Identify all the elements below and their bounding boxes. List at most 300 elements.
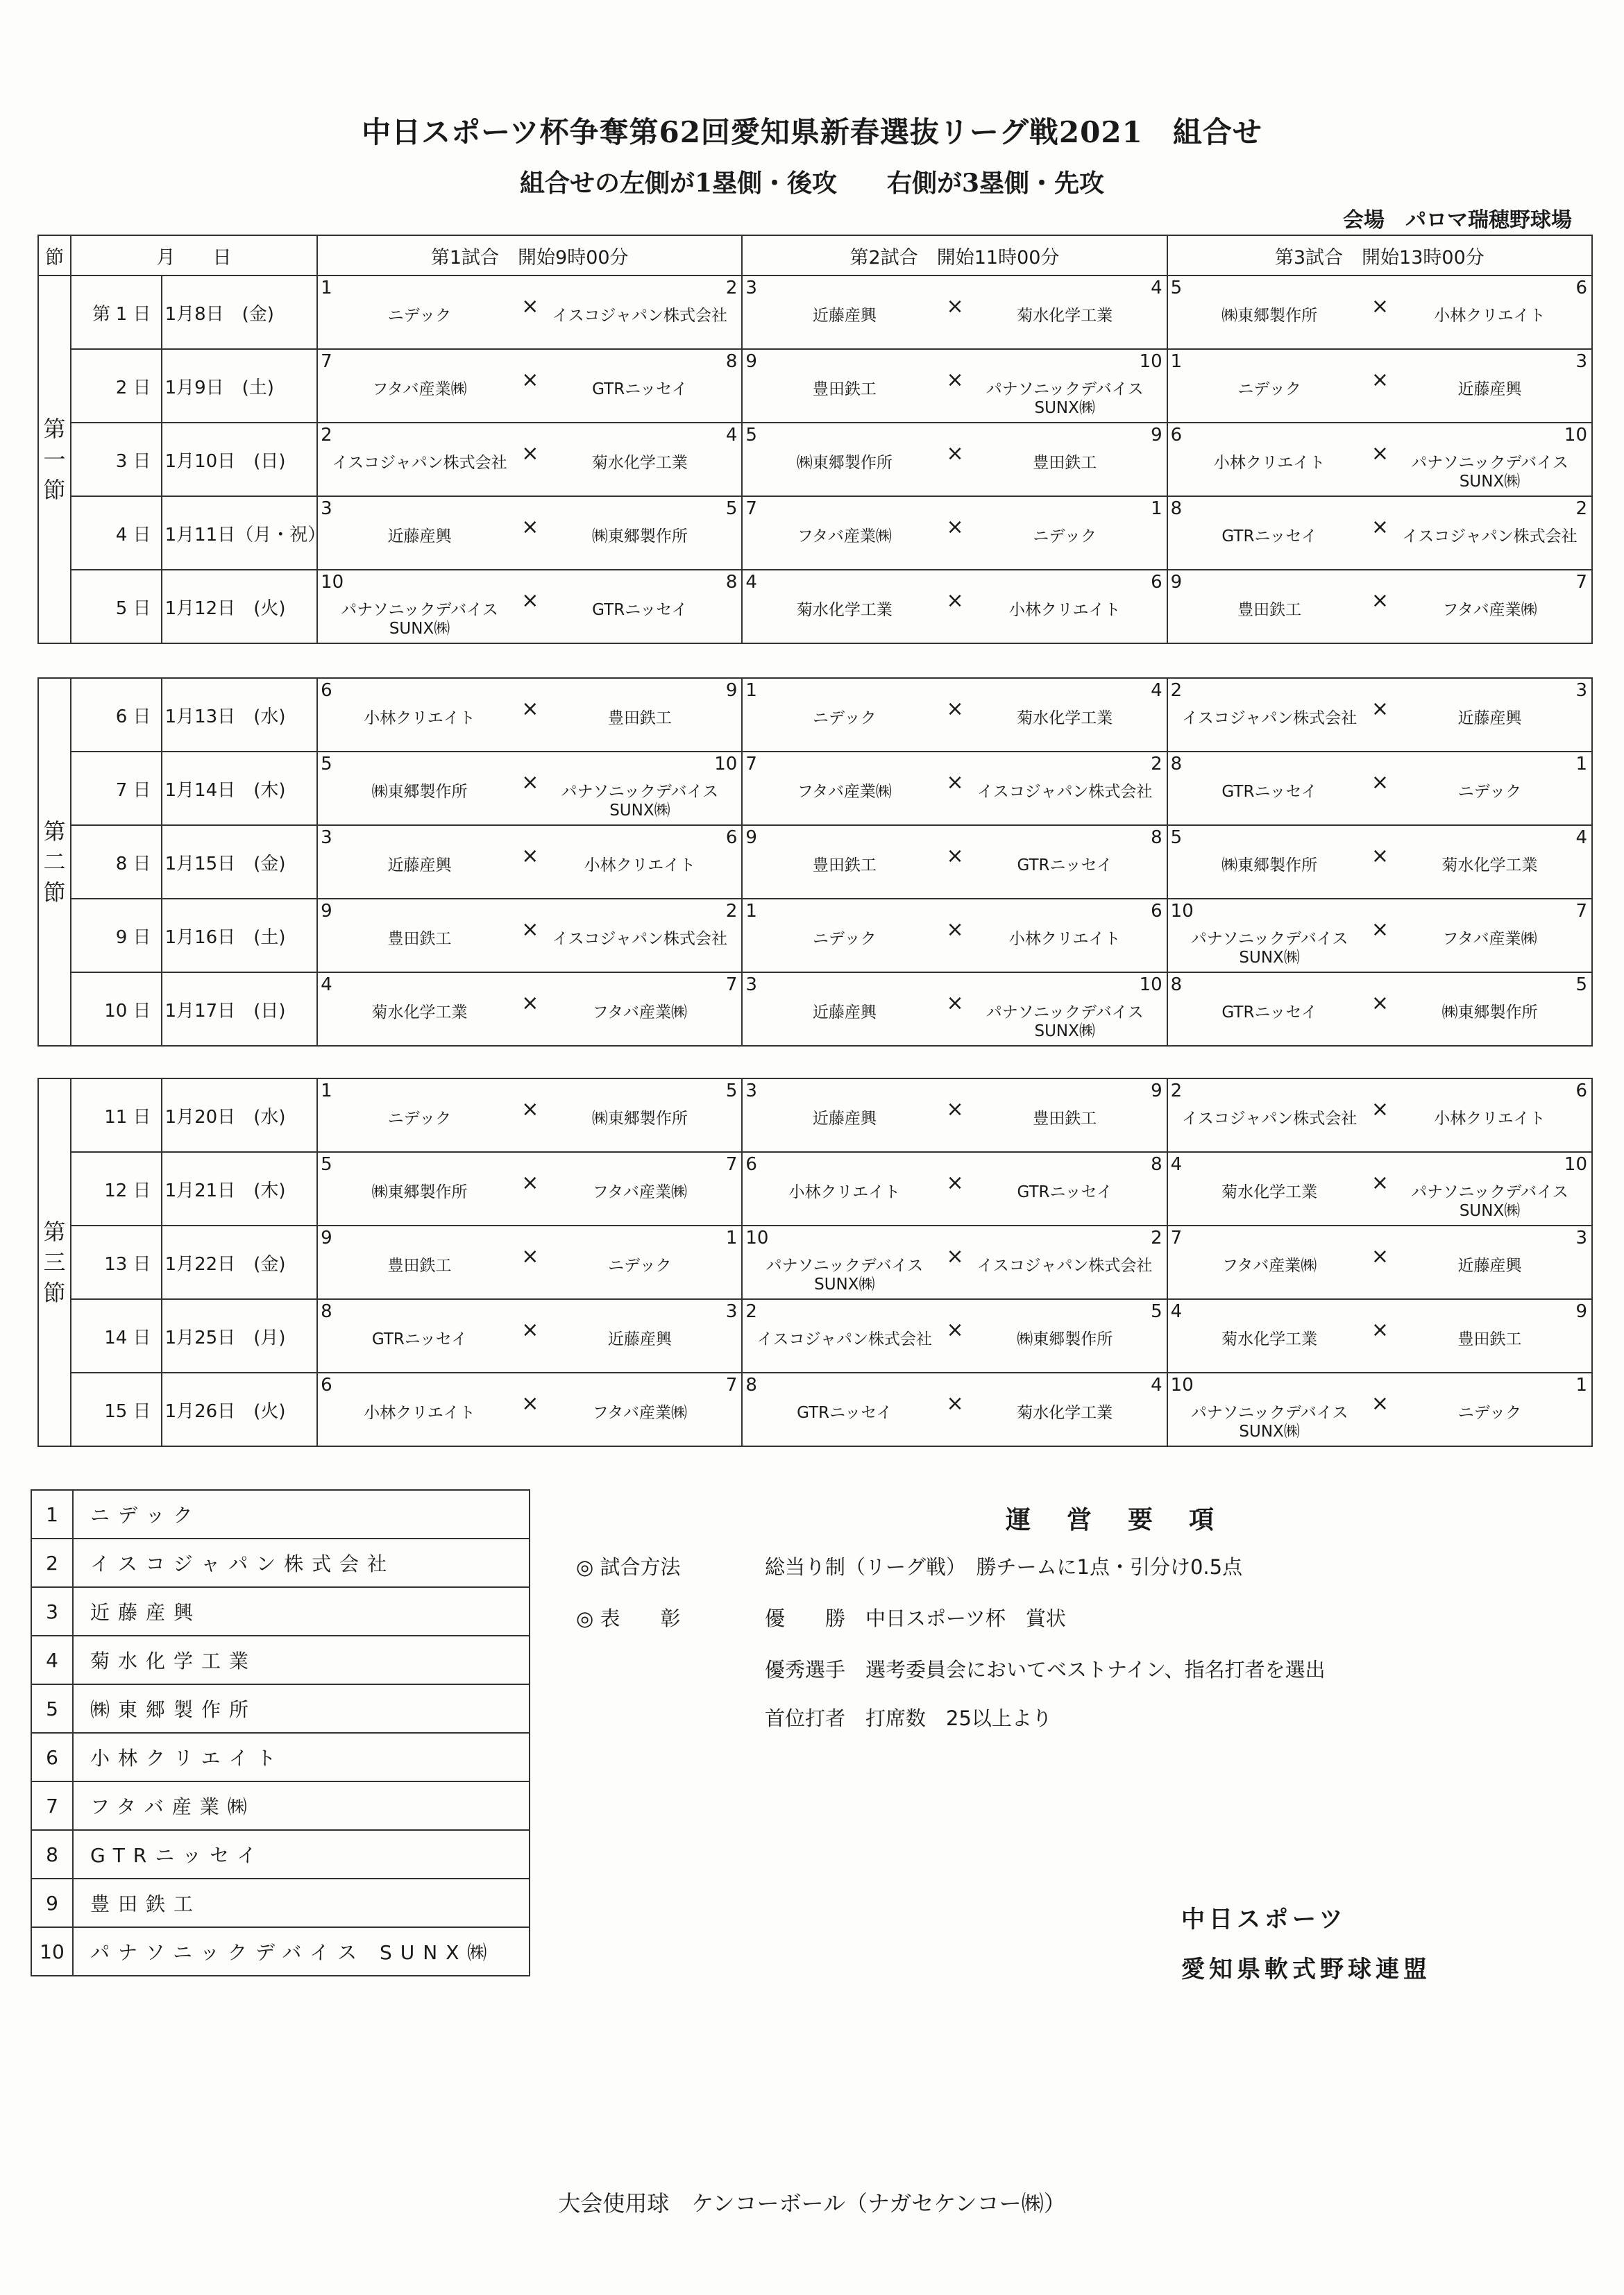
team-row [31, 1490, 530, 1539]
home-team-number: 5 [1170, 278, 1183, 298]
versus-mark: × [521, 991, 539, 1015]
versus-mark: × [521, 1244, 539, 1269]
schedule-row [38, 1299, 1592, 1373]
matchup-cell [317, 678, 742, 752]
day-label: 3 日 [115, 450, 151, 472]
day-number [71, 825, 162, 899]
away-team-name: 菊水化学工業 [1441, 856, 1538, 874]
matchup-cell [1167, 276, 1592, 349]
home-team-number: 9 [321, 901, 332, 922]
home-team-number: 7 [1170, 1228, 1183, 1248]
away-team-name: GTRニッセイ [592, 380, 688, 398]
versus-mark: × [521, 1391, 539, 1416]
schedule-table [37, 235, 1593, 644]
away-team-number: 1 [1151, 498, 1162, 519]
away-team-name: 小林クリエイト [1008, 930, 1121, 948]
schedule-row [38, 496, 1592, 570]
team-number: 1 [31, 1490, 73, 1539]
away-team-name: ニデック [1457, 1404, 1522, 1422]
away-team-number: 3 [725, 1301, 738, 1322]
schedule-row [38, 678, 1592, 752]
home-team-number: 3 [745, 974, 757, 995]
versus-mark: × [1371, 917, 1389, 942]
away-team-name: フタバ産業㈱ [592, 1003, 687, 1022]
away-team-name: 小林クリエイト [1434, 307, 1546, 325]
away-team-number: 3 [1575, 351, 1587, 372]
away-team-name: ㈱東郷製作所 [591, 527, 688, 545]
team-row [31, 1684, 530, 1733]
away-team-number: 8 [725, 572, 738, 593]
away-team-name: フタバ産業㈱ [1442, 601, 1537, 619]
home-team-number: 6 [321, 680, 332, 701]
home-team-number: 3 [745, 278, 757, 298]
home-team-name: パナソニックデバイス SUNX㈱ [341, 601, 498, 638]
away-team-number: 10 [1139, 974, 1162, 995]
day-label: 2 日 [115, 377, 151, 398]
team-row [31, 1587, 530, 1636]
versus-mark: × [1371, 294, 1389, 319]
home-team-name: 菊水化学工業 [371, 1003, 468, 1022]
matchup-cell [317, 349, 742, 423]
away-team-name: 小林クリエイト [1434, 1110, 1546, 1128]
day-label: 4 日 [115, 524, 151, 545]
section-label-text: 第二節 [43, 818, 66, 906]
home-team-name: GTRニッセイ [1221, 527, 1317, 545]
matchup-cell [742, 349, 1167, 423]
away-team-number: 2 [1575, 498, 1587, 519]
matchup-cell [1167, 825, 1592, 899]
versus-mark: × [1371, 844, 1389, 868]
matchup-cell [1167, 1078, 1592, 1152]
day-label: 1 日 [115, 303, 151, 325]
home-team-name: パナソニックデバイス SUNX㈱ [766, 1257, 924, 1294]
versus-mark: × [946, 515, 964, 539]
day-number [71, 752, 162, 825]
versus-mark: × [946, 1244, 964, 1269]
away-team-name: パナソニックデバイス SUNX㈱ [986, 380, 1144, 417]
away-team-number: 4 [1151, 680, 1162, 701]
matchup-cell [317, 752, 742, 825]
home-team-number: 10 [1170, 1375, 1194, 1396]
versus-mark: × [521, 770, 539, 795]
home-team-number: 2 [1170, 1081, 1183, 1101]
away-team-number: 6 [1151, 572, 1162, 593]
away-team-number: 2 [1151, 754, 1162, 774]
versus-mark: × [1371, 441, 1389, 466]
home-team-name: パナソニックデバイス SUNX㈱ [1190, 930, 1348, 967]
home-team-number: 2 [321, 425, 332, 446]
best-player-text: 優秀選手 選考委員会においてベストナイン、指名打者を選出 [765, 1658, 1326, 1682]
schedule-row [38, 1152, 1592, 1226]
game-date: 1月21日 (木) [162, 1152, 318, 1226]
away-team-name: GTRニッセイ [1017, 856, 1113, 874]
home-team-number: 1 [1170, 351, 1183, 372]
team-number: 2 [31, 1539, 73, 1587]
day-number [71, 423, 162, 496]
home-team-name: 近藤産興 [812, 1003, 877, 1022]
day-number [71, 972, 162, 1046]
team-row [31, 1781, 530, 1830]
away-team-name: パナソニックデバイス SUNX㈱ [1411, 454, 1568, 491]
header-game1: 第1試合 開始9時00分 [317, 235, 742, 276]
matchup-cell [317, 899, 742, 972]
day-label: 5 日 [115, 598, 151, 619]
away-team-number: 10 [1564, 1154, 1587, 1175]
matchup-cell [1167, 496, 1592, 570]
home-team-name: 豊田鉄工 [812, 856, 877, 874]
team-name: ニデック [73, 1490, 530, 1539]
versus-mark: × [1371, 1391, 1389, 1416]
away-team-name: 豊田鉄工 [1033, 1110, 1097, 1128]
home-team-number: 9 [745, 827, 757, 848]
away-team-name: ㈱東郷製作所 [591, 1110, 688, 1128]
matchup-cell [1167, 1299, 1592, 1373]
home-team-name: 小林クリエイト [1213, 454, 1326, 472]
home-team-name: ニデック [387, 307, 452, 325]
home-team-number: 1 [745, 901, 757, 922]
method-text: 総当り制（リーグ戦） 勝チームに1点・引分け0.5点 [765, 1555, 1243, 1579]
day-label: 8 日 [115, 853, 151, 874]
day-prefix: 第 [92, 303, 110, 325]
away-team-name: 小林クリエイト [1008, 601, 1121, 619]
matchup-cell [1167, 349, 1592, 423]
home-team-name: フタバ産業㈱ [797, 527, 892, 545]
matchup-cell [742, 1373, 1167, 1446]
schedule-row [38, 899, 1592, 972]
schedule-row [38, 825, 1592, 899]
away-team-number: 8 [1151, 827, 1162, 848]
away-team-name: 菊水化学工業 [591, 454, 688, 472]
away-team-name: フタバ産業㈱ [592, 1404, 687, 1422]
home-team-number: 6 [321, 1375, 332, 1396]
game-date: 1月22日 (金) [162, 1226, 318, 1299]
away-team-name: ニデック [1033, 527, 1097, 545]
away-team-name: 豊田鉄工 [1033, 454, 1097, 472]
home-team-number: 4 [1170, 1154, 1183, 1175]
day-number [71, 1152, 162, 1226]
team-name: 菊水化学工業 [73, 1636, 530, 1684]
matchup-cell [742, 678, 1167, 752]
versus-mark: × [1371, 1097, 1389, 1121]
award-text: 優 勝 中日スポーツ杯 賞状 [765, 1607, 1066, 1630]
team-name: 近藤産興 [73, 1587, 530, 1636]
team-row [31, 1830, 530, 1879]
away-team-number: 6 [1575, 1081, 1587, 1101]
home-team-name: 近藤産興 [812, 307, 877, 325]
versus-mark: × [521, 844, 539, 868]
game-date: 1月11日（月・祝） [162, 496, 318, 570]
matchup-cell [317, 1226, 742, 1299]
away-team-name: イスコジャパン株式会社 [1402, 527, 1578, 545]
day-number [71, 1299, 162, 1373]
matchup-cell [742, 899, 1167, 972]
home-team-name: ニデック [813, 709, 877, 727]
away-team-number: 6 [1151, 901, 1162, 922]
home-team-number: 9 [745, 351, 757, 372]
away-team-number: 1 [1575, 754, 1587, 774]
venue: 会場 パロマ瑞穂野球場 [1343, 208, 1572, 232]
home-team-number: 7 [321, 351, 332, 372]
away-team-name: 豊田鉄工 [1457, 1330, 1522, 1348]
matchup-cell [742, 276, 1167, 349]
away-team-name: ㈱東郷製作所 [1017, 1330, 1113, 1348]
section-label-text: 第三節 [43, 1219, 66, 1306]
away-team-name: パナソニックデバイス SUNX㈱ [561, 783, 719, 820]
matchup-cell [742, 423, 1167, 496]
versus-mark: × [946, 294, 964, 319]
day-label: 14 日 [104, 1327, 151, 1348]
away-team-number: 5 [725, 1081, 738, 1101]
away-team-number: 2 [725, 901, 738, 922]
schedule-row [38, 349, 1592, 423]
day-number [71, 678, 162, 752]
home-team-name: ㈱東郷製作所 [796, 454, 893, 472]
versus-mark: × [521, 1318, 539, 1342]
header-game2: 第2試合 開始11時00分 [742, 235, 1167, 276]
team-name: 豊田鉄工 [73, 1879, 530, 1927]
versus-mark: × [946, 1097, 964, 1121]
matchup-cell [742, 1299, 1167, 1373]
home-team-name: GTRニッセイ [1221, 1003, 1317, 1022]
schedule-row [38, 1078, 1592, 1152]
matchup-cell [1167, 423, 1592, 496]
schedule-row [38, 423, 1592, 496]
away-team-name: フタバ産業㈱ [592, 1183, 687, 1201]
team-row [31, 1733, 530, 1781]
home-team-number: 5 [1170, 827, 1183, 848]
team-number: 10 [31, 1927, 73, 1976]
day-label: 12 日 [104, 1180, 151, 1201]
home-team-name: 小林クリエイト [788, 1183, 901, 1201]
versus-mark: × [1371, 1244, 1389, 1269]
away-team-name: 近藤産興 [607, 1330, 672, 1348]
matchup-cell [742, 496, 1167, 570]
home-team-name: GTRニッセイ [1221, 783, 1317, 801]
versus-mark: × [946, 770, 964, 795]
away-team-name: 菊水化学工業 [1017, 709, 1113, 727]
home-team-number: 8 [745, 1375, 757, 1396]
matchup-cell [317, 276, 742, 349]
team-row [31, 1927, 530, 1976]
home-team-number: 8 [321, 1301, 332, 1322]
versus-mark: × [1371, 770, 1389, 795]
organizer-2: 愛知県軟式野球連盟 [1181, 1956, 1431, 1983]
home-team-name: 豊田鉄工 [1237, 601, 1302, 619]
away-team-number: 7 [725, 974, 738, 995]
versus-mark: × [521, 294, 539, 319]
home-team-number: 6 [745, 1154, 757, 1175]
home-team-name: ㈱東郷製作所 [1221, 307, 1318, 325]
team-number: 7 [31, 1781, 73, 1830]
home-team-name: ㈱東郷製作所 [1221, 856, 1318, 874]
away-team-name: パナソニックデバイス SUNX㈱ [1411, 1183, 1568, 1220]
home-team-name: ㈱東郷製作所 [371, 783, 468, 801]
header-game3: 第3試合 開始13時00分 [1167, 235, 1592, 276]
home-team-number: 9 [321, 1228, 332, 1248]
home-team-name: イスコジャパン株式会社 [756, 1330, 932, 1348]
home-team-number: 4 [321, 974, 332, 995]
game-date: 1月9日 (土) [162, 349, 318, 423]
matchup-cell [317, 825, 742, 899]
rules-heading: 運 営 要 項 [1006, 1505, 1220, 1534]
matchup-cell [317, 423, 742, 496]
game-date: 1月14日 (木) [162, 752, 318, 825]
home-team-number: 7 [745, 498, 757, 519]
page-subtitle: 組合せの左側が1塁側・後攻 右側が3塁側・先攻 [519, 169, 1105, 198]
away-team-number: 4 [1151, 278, 1162, 298]
versus-mark: × [1371, 1171, 1389, 1195]
day-label: 11 日 [104, 1106, 151, 1128]
away-team-number: 10 [1139, 351, 1162, 372]
away-team-number: 7 [1575, 901, 1587, 922]
away-team-name: 近藤産興 [1457, 380, 1522, 398]
day-label: 9 日 [115, 926, 151, 948]
away-team-number: 9 [1151, 1081, 1162, 1101]
matchup-cell [317, 1078, 742, 1152]
matchup-cell [742, 1078, 1167, 1152]
away-team-number: 2 [725, 278, 738, 298]
game-date: 1月13日 (水) [162, 678, 318, 752]
matchup-cell [317, 1373, 742, 1446]
versus-mark: × [946, 588, 964, 613]
day-label: 13 日 [104, 1253, 151, 1275]
away-team-name: 菊水化学工業 [1017, 1404, 1113, 1422]
versus-mark: × [1371, 1318, 1389, 1342]
day-label: 7 日 [115, 779, 151, 801]
home-team-name: 菊水化学工業 [1221, 1183, 1318, 1201]
matchup-cell [1167, 1152, 1592, 1226]
day-label: 10 日 [104, 1000, 151, 1022]
schedule-row [38, 752, 1592, 825]
away-team-number: 5 [1575, 974, 1587, 995]
matchup-cell [1167, 752, 1592, 825]
away-team-number: 10 [1564, 425, 1587, 446]
header-setsu: 節 [38, 235, 71, 276]
team-name: ㈱東郷製作所 [73, 1684, 530, 1733]
schedule-row [38, 972, 1592, 1046]
home-team-name: 豊田鉄工 [387, 930, 452, 948]
away-team-name: 菊水化学工業 [1017, 307, 1113, 325]
away-team-name: 小林クリエイト [584, 856, 696, 874]
home-team-name: フタバ産業㈱ [372, 380, 467, 398]
team-number: 5 [31, 1684, 73, 1733]
team-row [31, 1539, 530, 1587]
versus-mark: × [521, 697, 539, 721]
away-team-number: 5 [725, 498, 738, 519]
home-team-name: フタバ産業㈱ [797, 783, 892, 801]
matchup-cell [317, 496, 742, 570]
day-number [71, 1226, 162, 1299]
home-team-number: 10 [1170, 901, 1194, 922]
team-list [31, 1489, 530, 1976]
home-team-number: 3 [321, 498, 332, 519]
home-team-number: 2 [1170, 680, 1183, 701]
home-team-number: 9 [1170, 572, 1183, 593]
day-number [71, 1373, 162, 1446]
day-number [71, 496, 162, 570]
schedule-row [38, 1373, 1592, 1446]
day-number [71, 899, 162, 972]
away-team-number: 3 [1575, 680, 1587, 701]
schedule-table [37, 1078, 1593, 1447]
game-date: 1月25日 (月) [162, 1299, 318, 1373]
versus-mark: × [521, 1171, 539, 1195]
team-number: 3 [31, 1587, 73, 1636]
versus-mark: × [946, 1318, 964, 1342]
home-team-name: 菊水化学工業 [1221, 1330, 1318, 1348]
home-team-number: 3 [321, 827, 332, 848]
matchup-cell [1167, 1373, 1592, 1446]
home-team-number: 2 [745, 1301, 757, 1322]
away-team-number: 8 [725, 351, 738, 372]
game-date: 1月16日 (土) [162, 899, 318, 972]
team-number: 9 [31, 1879, 73, 1927]
home-team-name: ㈱東郷製作所 [371, 1183, 468, 1201]
home-team-name: イスコジャパン株式会社 [332, 454, 507, 472]
away-team-name: GTRニッセイ [1017, 1183, 1113, 1201]
team-row [31, 1636, 530, 1684]
versus-mark: × [1371, 697, 1389, 721]
home-team-name: GTRニッセイ [371, 1330, 468, 1348]
away-team-name: イスコジャパン株式会社 [977, 783, 1153, 801]
award-label: ◎ 表 彰 [576, 1607, 681, 1630]
home-team-name: パナソニックデバイス SUNX㈱ [1190, 1404, 1348, 1441]
home-team-number: 3 [745, 1081, 757, 1101]
away-team-number: 9 [725, 680, 738, 701]
home-team-number: 6 [1170, 425, 1183, 446]
versus-mark: × [946, 991, 964, 1015]
away-team-name: フタバ産業㈱ [1442, 930, 1537, 948]
versus-mark: × [521, 588, 539, 613]
away-team-number: 4 [1151, 1375, 1162, 1396]
page-title: 中日スポーツ杯争奪第62回愛知県新春選抜リーグ戦2021 組合せ [362, 115, 1262, 149]
versus-mark: × [1371, 991, 1389, 1015]
game-date: 1月12日 (火) [162, 570, 318, 643]
home-team-name: 豊田鉄工 [812, 380, 877, 398]
versus-mark: × [521, 368, 539, 392]
team-name: フタバ産業㈱ [73, 1781, 530, 1830]
away-team-name: イスコジャパン株式会社 [552, 307, 728, 325]
versus-mark: × [1371, 368, 1389, 392]
home-team-name: 小林クリエイト [364, 709, 475, 727]
top-batter-text: 首位打者 打席数 25以上より [765, 1707, 1052, 1730]
schedule-table [37, 677, 1593, 1047]
team-name: パナソニックデバイス SUNX㈱ [73, 1927, 530, 1976]
matchup-cell [1167, 570, 1592, 643]
home-team-number: 5 [321, 1154, 332, 1175]
home-team-name: ニデック [387, 1110, 452, 1128]
home-team-number: 8 [1170, 754, 1183, 774]
versus-mark: × [946, 441, 964, 466]
home-team-name: イスコジャパン株式会社 [1181, 709, 1357, 727]
schedule-row [38, 1226, 1592, 1299]
away-team-name: ニデック [608, 1257, 672, 1275]
matchup-cell [1167, 899, 1592, 972]
away-team-number: 9 [1151, 425, 1162, 446]
versus-mark: × [946, 917, 964, 942]
section-label [38, 1078, 71, 1446]
versus-mark: × [946, 697, 964, 721]
method-label: ◎ 試合方法 [576, 1555, 681, 1579]
home-team-name: フタバ産業㈱ [1222, 1257, 1317, 1275]
team-number: 6 [31, 1733, 73, 1781]
away-team-name: ㈱東郷製作所 [1441, 1003, 1538, 1022]
day-label: 15 日 [104, 1400, 151, 1422]
home-team-number: 1 [745, 680, 757, 701]
matchup-cell [742, 1152, 1167, 1226]
matchup-cell [742, 1226, 1167, 1299]
versus-mark: × [521, 917, 539, 942]
